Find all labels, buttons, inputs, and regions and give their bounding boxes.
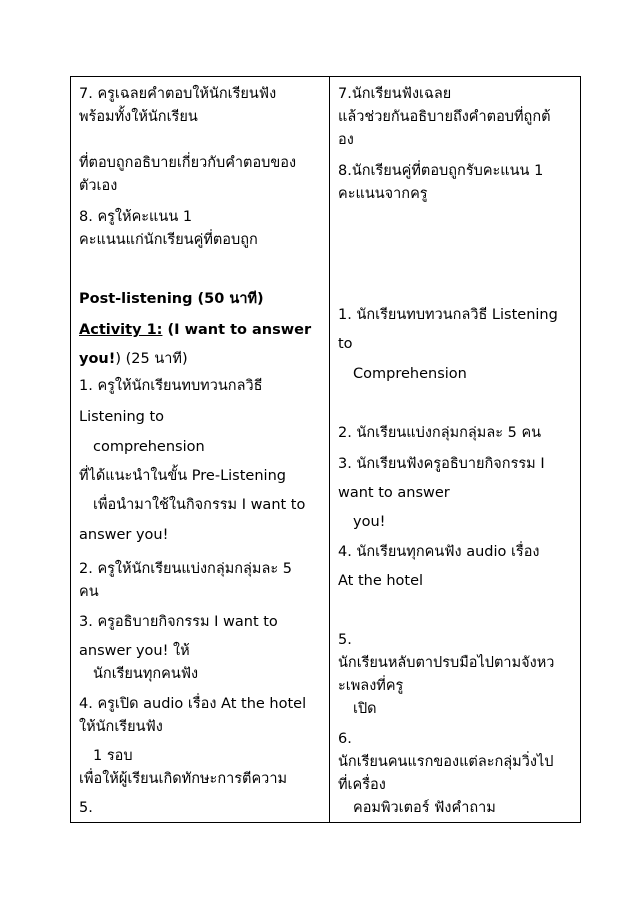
student-line: want to answer (338, 485, 450, 501)
student-line: ที่เครื่อง (338, 777, 386, 793)
teacher-line: ที่ได้แนะนำในขั้น Pre-Listening (79, 468, 286, 484)
student-line: 5. (338, 632, 352, 648)
student-line: you! (353, 514, 386, 530)
student-line: 1. นักเรียนทบทวนกลวิธี Listening (338, 307, 558, 323)
student-line: อง (338, 132, 354, 148)
teacher-line: answer you! (79, 527, 169, 543)
student-line: นักเรียนคนแรกของแต่ละกลุ่มวิ่งไป (338, 754, 554, 770)
teacher-line: ให้นักเรียนฟัง (79, 719, 163, 735)
activity-heading (79, 320, 311, 340)
student-line: At the hotel (338, 573, 424, 589)
teacher-line: 2. ครูให้นักเรียนแบ่งกลุ่มกลุ่มละ 5 (79, 561, 292, 577)
activity-duration: ) (25 นาที) (115, 351, 188, 367)
column-divider (329, 77, 330, 822)
student-line: 8.นักเรียนคู่ที่ตอบถูกรับคะแนน 1 (338, 163, 544, 179)
teacher-line: ตัวเอง (79, 178, 118, 194)
student-line: 7.นักเรียนฟังเฉลย (338, 86, 452, 102)
activity-title: (I want to answer (162, 322, 312, 338)
activity-title-end: you! (79, 351, 116, 367)
student-line: แล้วช่วยกันอธิบายถึงคำตอบที่ถูกต้ (338, 109, 551, 125)
student-line: คอมพิวเตอร์ ฟังคำถาม (353, 800, 496, 816)
teacher-line: Listening to (79, 409, 165, 425)
teacher-line: comprehension (93, 439, 205, 455)
teacher-line: เพื่อให้ผู้เรียนเกิดทักษะการตีความ (79, 771, 288, 787)
activity-label: Activity 1: (79, 322, 163, 338)
student-line: ะเพลงที่ครู (338, 678, 404, 694)
teacher-line: เพื่อนำมาใช้ในกิจกรรม I want to (93, 497, 306, 513)
teacher-line: คน (79, 584, 99, 600)
teacher-line: 8. ครูให้คะแนน 1 (79, 209, 193, 225)
student-line: คะแนนจากครู (338, 186, 428, 202)
activity-heading-cont (79, 349, 188, 369)
teacher-line: 1. ครูให้นักเรียนทบทวนกลวิธี (79, 378, 263, 394)
lesson-table (70, 76, 581, 823)
post-listening-heading: Post-listening (50 นาที) (79, 291, 264, 307)
teacher-line: คะแนนแก่นักเรียนคู่ที่ตอบถูก (79, 232, 258, 248)
student-line: เปิด (353, 701, 377, 717)
student-line: Comprehension (353, 366, 467, 382)
teacher-line: 4. ครูเปิด audio เรื่อง At the hotel (79, 696, 307, 712)
student-line: 3. นักเรียนฟังครูอธิบายกิจกรรม I (338, 456, 545, 472)
student-line: 2. นักเรียนแบ่งกลุ่มกลุ่มละ 5 คน (338, 425, 542, 441)
teacher-line: 3. ครูอธิบายกิจกรรม I want to (79, 614, 278, 630)
teacher-line: นักเรียนทุกคนฟัง (93, 666, 199, 682)
student-line: นักเรียนหลับตาปรบมือไปตามจังหว (338, 655, 555, 671)
student-line: to (338, 336, 353, 352)
teacher-line: 1 รอบ (93, 748, 133, 764)
teacher-line: answer you! ให้ (79, 643, 190, 659)
student-line: 4. นักเรียนทุกคนฟัง audio เรื่อง (338, 544, 540, 560)
student-line: 6. (338, 731, 352, 747)
teacher-line: พร้อมทั้งให้นักเรียน (79, 109, 198, 125)
teacher-line: 7. ครูเฉลยคำตอบให้นักเรียนฟัง (79, 86, 277, 102)
teacher-line: 5. (79, 800, 93, 816)
teacher-line: ที่ตอบถูกอธิบายเกี่ยวกับคำตอบของ (79, 155, 297, 171)
